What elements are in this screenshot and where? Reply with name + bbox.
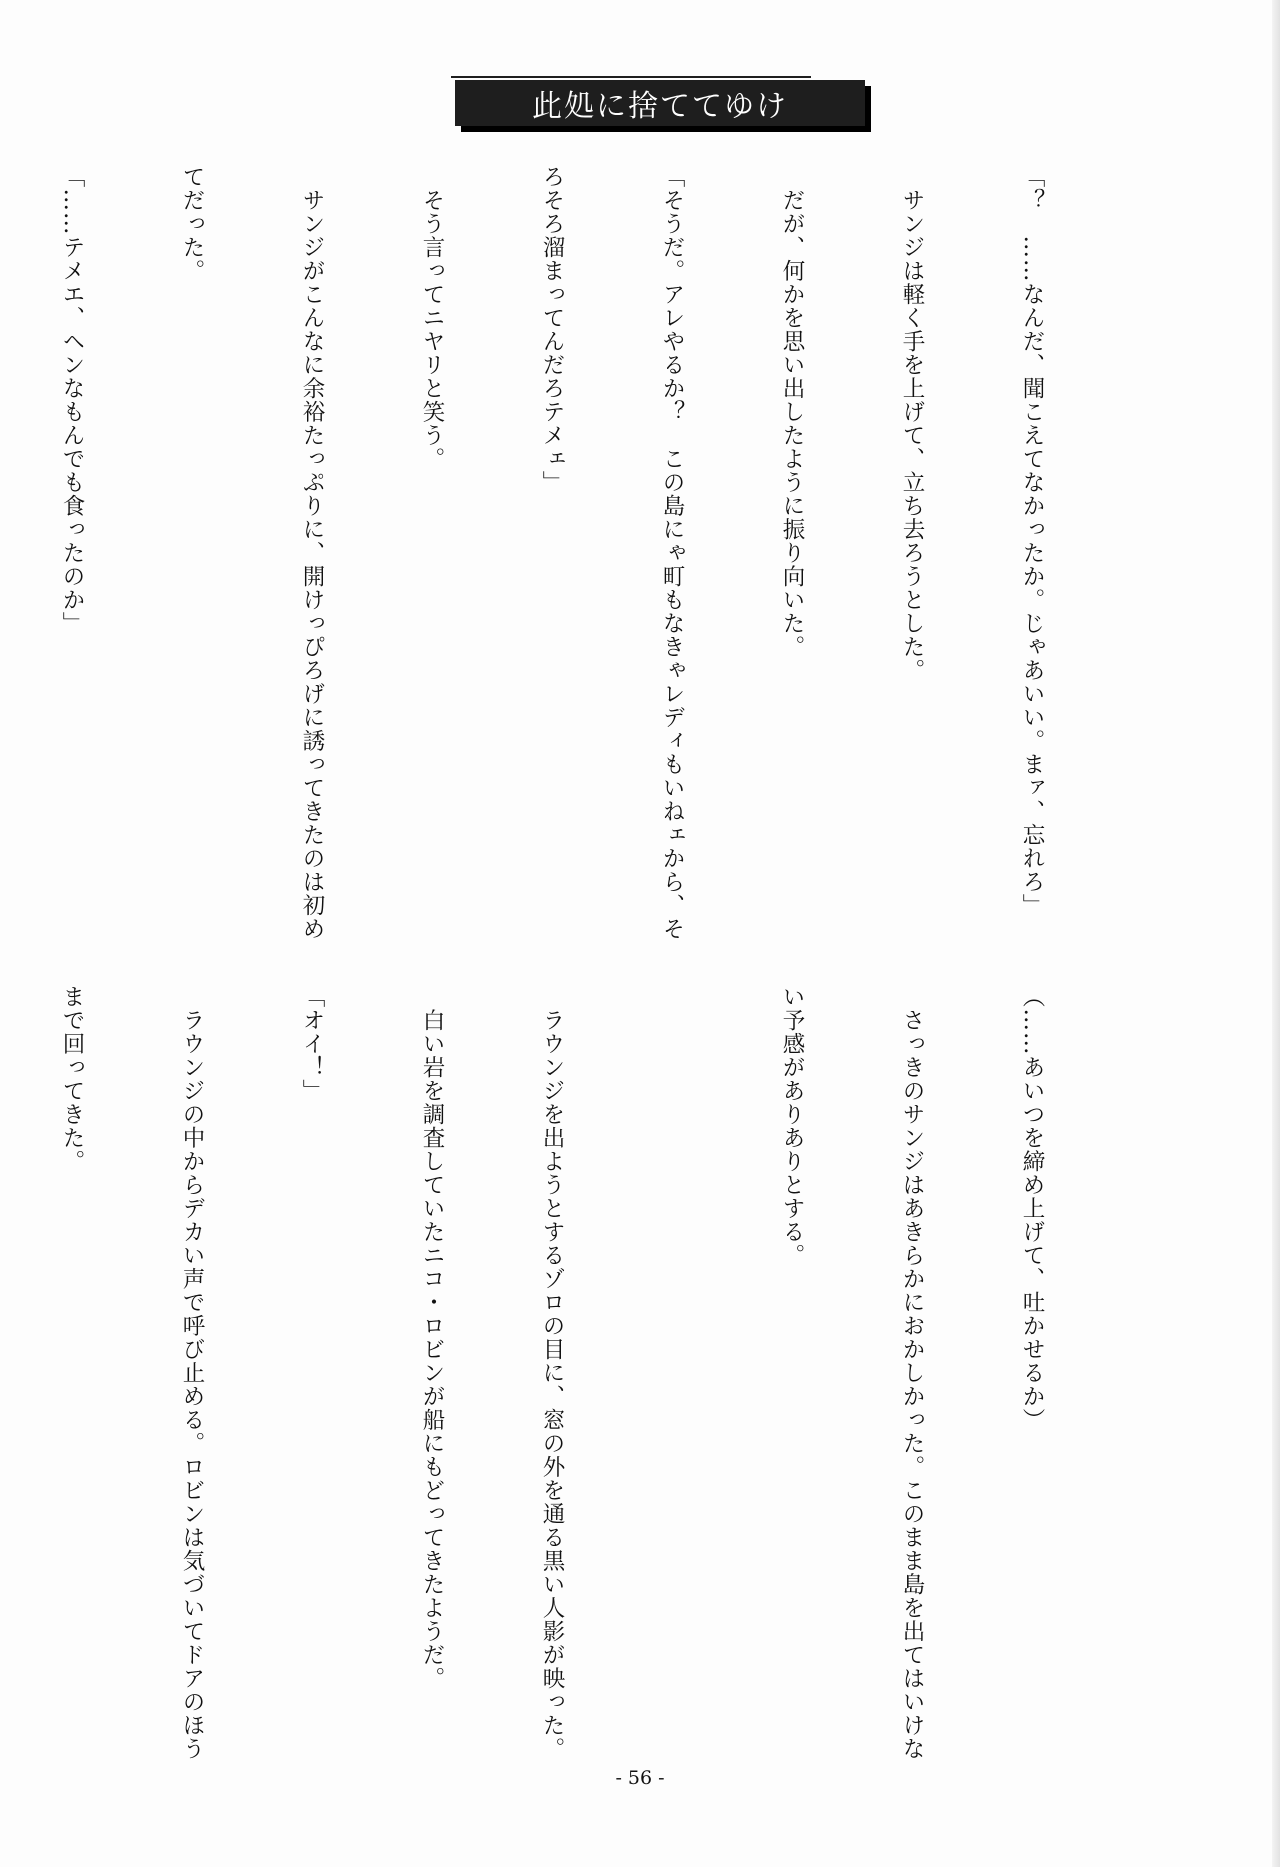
- text-line: 白い岩を調査していたニコ・ロビンが船にもどってきたようだ。: [419, 985, 445, 1690]
- page-number: - 56 -: [615, 1767, 665, 1789]
- text-line: 「？ ……なんだ、聞こえてなかったか。じゃあいい。まァ、忘れろ」: [1019, 165, 1045, 917]
- text-line: てだった。: [179, 165, 205, 283]
- text-line: い予感がありありとする。: [779, 985, 805, 1267]
- text-line: だが、何かを思い出したように振り向いた。: [779, 165, 805, 659]
- title-banner: [455, 80, 865, 126]
- text-line: ラウンジを出ようとするゾロの目に、窓の外を通る黒い人影が映った。: [539, 985, 565, 1761]
- blank-line: [652, 985, 692, 1745]
- text-line: 「オイ！」: [299, 985, 325, 1103]
- text-line: サンジがこんなに余裕たっぷりに、開けっぴろげに誘ってきたのは初め: [299, 165, 325, 941]
- scan-edge-shadow: [1272, 0, 1280, 1867]
- text-line: さっきのサンジはあきらかにおかしかった。このまま島を出てはいけな: [899, 985, 925, 1761]
- text-line: まで回ってきた。: [59, 985, 85, 1173]
- top-text-block: [59, 165, 1132, 941]
- text-line: 「そうだ。アレやるか？ この島にゃ町もなきゃレディもいねェから、そ: [659, 165, 685, 941]
- text-line: 「……テメエ、ヘンなもんでも食ったのか」: [59, 165, 85, 635]
- text-line: サンジは軽く手を上げて、立ち去ろうとした。: [899, 165, 925, 682]
- bottom-text-block: [59, 985, 1132, 1761]
- text-line: （……あいつを締め上げて、吐かせるか）: [1019, 985, 1045, 1432]
- text-line: ろそろ溜まってんだろテメェ」: [539, 165, 565, 494]
- text-line: ラウンジの中からデカい声で呼び止める。ロビンは気づいてドアのほう: [179, 985, 205, 1761]
- chapter-title: 此処に捨ててゆけ: [532, 89, 788, 124]
- text-line: そう言ってニヤリと笑う。: [419, 165, 445, 471]
